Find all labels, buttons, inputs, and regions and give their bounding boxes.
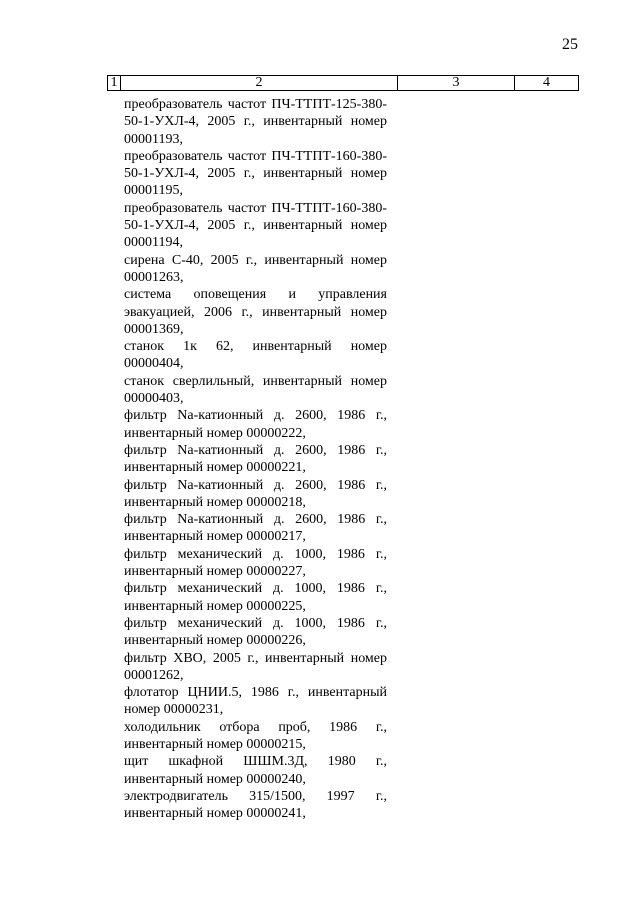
list-item: щит шкафной ШШМ.3Д, 1980 г., инвентарный номер 00000240, xyxy=(124,754,387,787)
list-item: электродвигатель 315/1500, 1997 г., инвентарный номер 00000241, xyxy=(124,788,387,822)
list-item: фильтр механический д. 1000, 1986 г., инвентарный номер 00000226, xyxy=(124,615,387,649)
list-item: станок сверлильный, инвентарный номер 00000403, xyxy=(124,373,387,407)
list-item: фильтр Na-катионный д. 2600, 1986 г., инвентарный номер 00000218, xyxy=(124,477,387,510)
list-item: холодильник отбора проб, 1986 г., инвентарный номер 00000215, xyxy=(124,719,387,752)
table-header-col-4: 4 xyxy=(543,75,550,90)
list-item: флотатор ЦНИИ.5, 1986 г., инвентарный номер 00000231, xyxy=(124,685,387,718)
list-item: система оповещения и управления эвакуацией, 2006 г., инвентарный номер 00001369, xyxy=(124,287,387,337)
list-item: фильтр механический д. 1000, 1986 г., инвентарный номер 00000225, xyxy=(124,581,387,614)
list-item: станок 1к 62, инвентарный номер 00000404, xyxy=(124,339,387,372)
list-item: преобразователь частот ПЧ-ТТПТ-125-380-50-1-УХЛ-4, 2005 г., инвентарный номер 00001193, xyxy=(124,97,387,147)
table-header-col-1: 1 xyxy=(108,76,121,90)
table-header-row xyxy=(107,75,579,91)
list-item: фильтр Na-катионный д. 2600, 1986 г., инвентарный номер 00000217, xyxy=(124,512,387,545)
equipment-list xyxy=(124,96,387,822)
page-number: 25 xyxy=(562,36,578,53)
list-item: преобразователь частот ПЧ-ТТПТ-160-380-50-1-УХЛ-4, 2005 г., инвентарный номер 00001195, xyxy=(124,148,387,199)
list-item: преобразователь частот ПЧ-ТТПТ-160-380-50-1-УХЛ-4, 2005 г., инвентарный номер 00001194, xyxy=(124,200,387,251)
list-item: фильтр Na-катионный д. 2600, 1986 г., инвентарный номер 00000222, xyxy=(124,408,387,441)
table-header-col-2: 2 xyxy=(121,76,398,90)
list-item: сирена С-40, 2005 г., инвентарный номер 00001263, xyxy=(124,252,387,285)
list-item: фильтр ХВО, 2005 г., инвентарный номер 00001262, xyxy=(124,650,387,683)
list-item: фильтр Na-катионный д. 2600, 1986 г., инвентарный номер 00000221, xyxy=(124,442,387,476)
table-header-col-3: 3 xyxy=(398,76,515,90)
list-item: фильтр механический д. 1000, 1986 г., инвентарный номер 00000227, xyxy=(124,546,387,580)
